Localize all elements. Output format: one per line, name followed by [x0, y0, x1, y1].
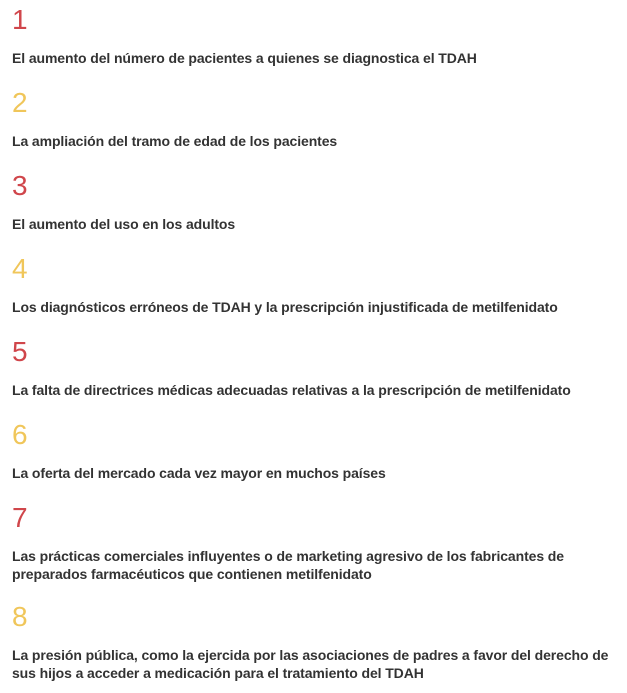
list-item-7: [12, 502, 620, 583]
item-text: El aumento del uso en los adultos: [12, 216, 236, 232]
list-item-6: [12, 419, 620, 482]
item-number: 6: [12, 419, 28, 450]
item-text: La ampliación del tramo de edad de los pacientes: [12, 133, 338, 149]
list-item-2: [12, 87, 620, 150]
item-number: 1: [12, 4, 28, 35]
item-number: 8: [12, 601, 28, 632]
list-item-4: [12, 253, 620, 316]
list-item-1: [12, 4, 620, 67]
item-text: El aumento del número de pacientes a quienes se diagnostica el TDAH: [12, 50, 477, 66]
list-item-3: [12, 170, 620, 233]
item-text: Los diagnósticos erróneos de TDAH y la prescripción injustificada de metilfenidato: [12, 299, 558, 315]
item-number: 3: [12, 170, 28, 201]
item-number: 7: [12, 502, 28, 533]
item-text: La oferta del mercado cada vez mayor en muchos países: [12, 465, 386, 481]
item-text: La presión pública, como la ejercida por las asociaciones de padres a favor del derecho de sus hijos a acceder a medicación para el tratamiento del TDAH: [12, 647, 609, 681]
item-number: 4: [12, 253, 28, 284]
item-text: La falta de directrices médicas adecuadas relativas a la prescripción de metilfenidato: [12, 382, 571, 398]
item-number: 2: [12, 87, 28, 118]
list-item-8: [12, 601, 620, 682]
list-item-5: [12, 336, 620, 399]
item-number: 5: [12, 336, 28, 367]
item-text: Las prácticas comerciales influyentes o de marketing agresivo de los fabricantes de preparados farmacéuticos que contienen metilfenidato: [12, 548, 564, 582]
